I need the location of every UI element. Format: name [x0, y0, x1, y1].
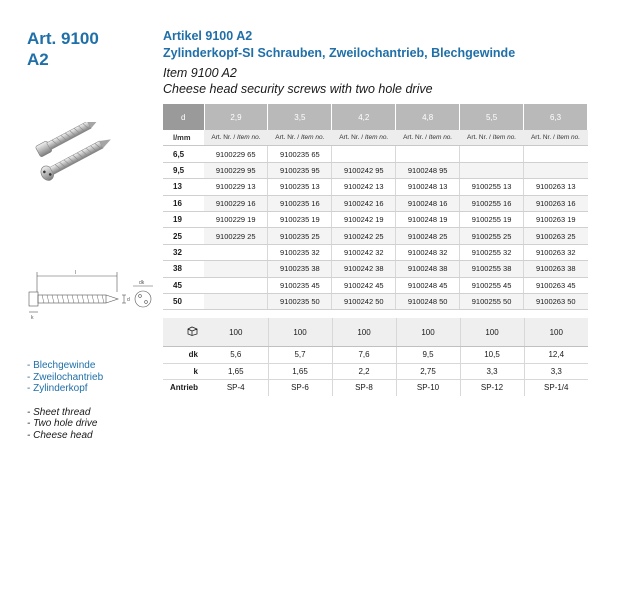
article-number-cell: 9100242 95: [332, 162, 396, 178]
article-number-cell: 9100248 25: [396, 228, 460, 244]
article-number-cell: 9100242 13: [332, 179, 396, 195]
spec-value-cell: SP-10: [396, 380, 460, 396]
article-number-cell: 9100263 38: [524, 261, 588, 277]
dim-d-label: d: [127, 297, 130, 303]
article-number-cell: 9100229 19: [204, 211, 268, 227]
dim-k-label: k: [31, 315, 34, 321]
length-cell: 25: [163, 228, 204, 244]
article-number-cell: 9100255 16: [460, 195, 524, 211]
article-number-cell: 9100235 45: [268, 277, 332, 293]
d-value: 3,5: [268, 104, 332, 130]
article-number-cell: 9100235 50: [268, 293, 332, 309]
article-number-cell: 9100242 50: [332, 293, 396, 309]
length-cell: 19: [163, 211, 204, 227]
table-row: [163, 179, 588, 195]
artnr-subheader: Art. Nr. / Item no.: [332, 130, 396, 146]
article-number-cell: 9100242 32: [332, 244, 396, 260]
column-subheader-row: [163, 130, 588, 146]
table-row: [163, 211, 588, 227]
article-table: [163, 104, 588, 310]
length-cell: 50: [163, 293, 204, 309]
article-number-cell: [204, 261, 268, 277]
article-number-cell: 9100248 19: [396, 211, 460, 227]
spec-value-cell: SP-1/4: [544, 383, 569, 393]
article-number-cell: [524, 162, 588, 178]
spec-value-cell: 9,5: [396, 347, 460, 364]
article-number-cell: 9100235 19: [268, 211, 332, 227]
article-number-cell: 9100248 13: [396, 179, 460, 195]
length-cell: 32: [163, 244, 204, 260]
dk-label: dk: [163, 347, 204, 364]
product-header: [163, 28, 603, 97]
article-number-cell: 9100229 16: [204, 195, 268, 211]
k-row: [163, 363, 588, 380]
article-number-cell: 9100263 32: [524, 244, 588, 260]
article-number-cell: 9100242 25: [332, 228, 396, 244]
feature-list: [27, 360, 103, 441]
article-number-cell: 9100255 32: [460, 244, 524, 260]
feature-en-2: - Two hole drive: [27, 418, 98, 429]
feature-de-2: - Zweilochantrieb: [27, 371, 104, 383]
length-cell: 6,5: [163, 146, 204, 162]
spec-table: [163, 318, 588, 396]
article-number-cell: [396, 146, 460, 162]
spec-value-cell: 100: [396, 318, 460, 347]
article-number-cell: 9100235 65: [268, 146, 332, 162]
article-number-cell: 9100248 38: [396, 261, 460, 277]
article-number: [27, 28, 99, 70]
d-value: 4,2: [332, 104, 396, 130]
article-number-cell: 9100235 25: [268, 228, 332, 244]
box-icon: [163, 318, 204, 347]
spec-value-cell: 5,7: [268, 347, 332, 364]
article-number-cell: 9100229 95: [204, 162, 268, 178]
spec-value-cell: SP-12: [460, 380, 524, 396]
article-number-cell: 9100255 45: [460, 277, 524, 293]
feature-de-1: - Blechgewinde: [27, 360, 96, 371]
article-number-cell: 9100248 45: [396, 277, 460, 293]
spec-value-cell: 12,4: [524, 347, 588, 364]
spec-value-cell: 2,75: [396, 363, 460, 380]
antrieb-row: [163, 380, 588, 396]
article-number-line1: Art. 9100: [27, 29, 99, 48]
article-number-cell: 9100255 19: [460, 211, 524, 227]
article-number-cell: 9100235 38: [268, 261, 332, 277]
subtitle-german: Zylinderkopf-SI Schrauben, Zweilochantrieb, Blechgewinde: [163, 46, 516, 60]
article-number-cell: 9100248 95: [396, 162, 460, 178]
spec-value-cell: SP-8: [332, 380, 396, 396]
product-photo: [30, 122, 155, 202]
spec-value-cell: 100: [204, 318, 268, 347]
article-number-cell: 9100263 45: [524, 277, 588, 293]
artnr-subheader: Art. Nr. / Item no.: [460, 130, 524, 146]
artnr-subheader: Art. Nr. / Item no.: [268, 130, 332, 146]
article-number-cell: 9100255 13: [460, 179, 524, 195]
article-number-cell: 9100248 50: [396, 293, 460, 309]
antrieb-label: Antrieb: [170, 383, 198, 393]
length-cell: 45: [163, 277, 204, 293]
dim-dk-label: dk: [139, 280, 145, 286]
spec-value-cell: 1,65: [204, 363, 268, 380]
screw-image-2: [38, 133, 114, 183]
length-cell: 13: [163, 179, 204, 195]
table-row: [163, 162, 588, 178]
spec-value-cell: 2,2: [332, 363, 396, 380]
artnr-subheader: Art. Nr. / Item no.: [396, 130, 460, 146]
table-row: [163, 146, 588, 162]
length-cell: 16: [163, 195, 204, 211]
dk-row: [163, 347, 588, 364]
article-number-cell: 9100235 16: [268, 195, 332, 211]
spec-value-cell: SP-4: [204, 380, 268, 396]
artnr-subheader: Art. Nr. / Item no.: [524, 130, 588, 146]
article-number-line2: A2: [27, 50, 49, 69]
article-number-cell: 9100229 13: [204, 179, 268, 195]
article-number-cell: 9100235 13: [268, 179, 332, 195]
article-number-cell: 9100263 16: [524, 195, 588, 211]
artnr-subheader: Art. Nr. / Item no.: [204, 130, 268, 146]
table-row: [163, 244, 588, 260]
article-number-cell: 9100242 45: [332, 277, 396, 293]
table-row: [163, 293, 588, 309]
article-number-cell: 9100263 13: [524, 179, 588, 195]
d-value: 6,3: [524, 104, 588, 130]
lmm-label: l/mm: [163, 130, 204, 146]
dim-l-label: l: [75, 270, 77, 276]
feature-en-1: - Sheet thread: [27, 406, 91, 418]
article-number-cell: [460, 162, 524, 178]
article-number-cell: [204, 244, 268, 260]
table-row: [163, 277, 588, 293]
article-number-cell: 9100242 16: [332, 195, 396, 211]
article-number-cell: 9100229 25: [204, 228, 268, 244]
article-number-cell: 9100235 95: [268, 162, 332, 178]
spec-value-cell: 7,6: [332, 347, 396, 364]
diameter-header-row: [163, 104, 588, 130]
feature-en-3: - Cheese head: [27, 429, 93, 441]
article-number-cell: 9100248 32: [396, 244, 460, 260]
article-number-cell: [524, 146, 588, 162]
feature-de-3: - Zylinderkopf: [27, 383, 88, 394]
table-row: [163, 195, 588, 211]
spec-value-cell: 3,3: [524, 363, 588, 380]
d-label: d: [163, 104, 204, 130]
spec-value-cell: 100: [524, 318, 588, 347]
title-german: Artikel 9100 A2: [163, 29, 253, 43]
spec-value-cell: 5,6: [204, 347, 268, 364]
subtitle-english: Cheese head security screws with two hole drive: [163, 82, 433, 96]
article-number-cell: 9100263 25: [524, 228, 588, 244]
article-number-cell: [204, 293, 268, 309]
article-number-cell: 9100235 32: [268, 244, 332, 260]
article-number-cell: 9100242 38: [332, 261, 396, 277]
spec-value-cell: 100: [332, 318, 396, 347]
title-english: Item 9100 A2: [163, 66, 237, 80]
spec-value-cell: 3,3: [460, 363, 524, 380]
spec-value-cell: 100: [460, 318, 524, 347]
d-value: 2,9: [204, 104, 268, 130]
d-value: 4,8: [396, 104, 460, 130]
article-number-cell: 9100229 65: [204, 146, 268, 162]
table-row: [163, 228, 588, 244]
spec-value-cell: SP-6: [268, 380, 332, 396]
article-number-cell: [460, 146, 524, 162]
technical-drawing: [25, 262, 155, 332]
spec-value-cell: 1,65: [268, 363, 332, 380]
article-number-cell: 9100255 50: [460, 293, 524, 309]
article-number-cell: 9100255 25: [460, 228, 524, 244]
article-number-cell: 9100248 16: [396, 195, 460, 211]
length-cell: 9,5: [163, 162, 204, 178]
spec-value-cell: 100: [268, 318, 332, 347]
k-label: k: [163, 363, 204, 380]
article-number-cell: [332, 146, 396, 162]
article-number-cell: 9100263 50: [524, 293, 588, 309]
table-row: [163, 261, 588, 277]
box-quantity-row: [163, 318, 588, 347]
spec-value-cell: 10,5: [460, 347, 524, 364]
article-number-cell: 9100255 38: [460, 261, 524, 277]
article-number-cell: [204, 277, 268, 293]
article-number-cell: 9100242 19: [332, 211, 396, 227]
article-number-cell: 9100263 19: [524, 211, 588, 227]
length-cell: 38: [163, 261, 204, 277]
d-value: 5,5: [460, 104, 524, 130]
